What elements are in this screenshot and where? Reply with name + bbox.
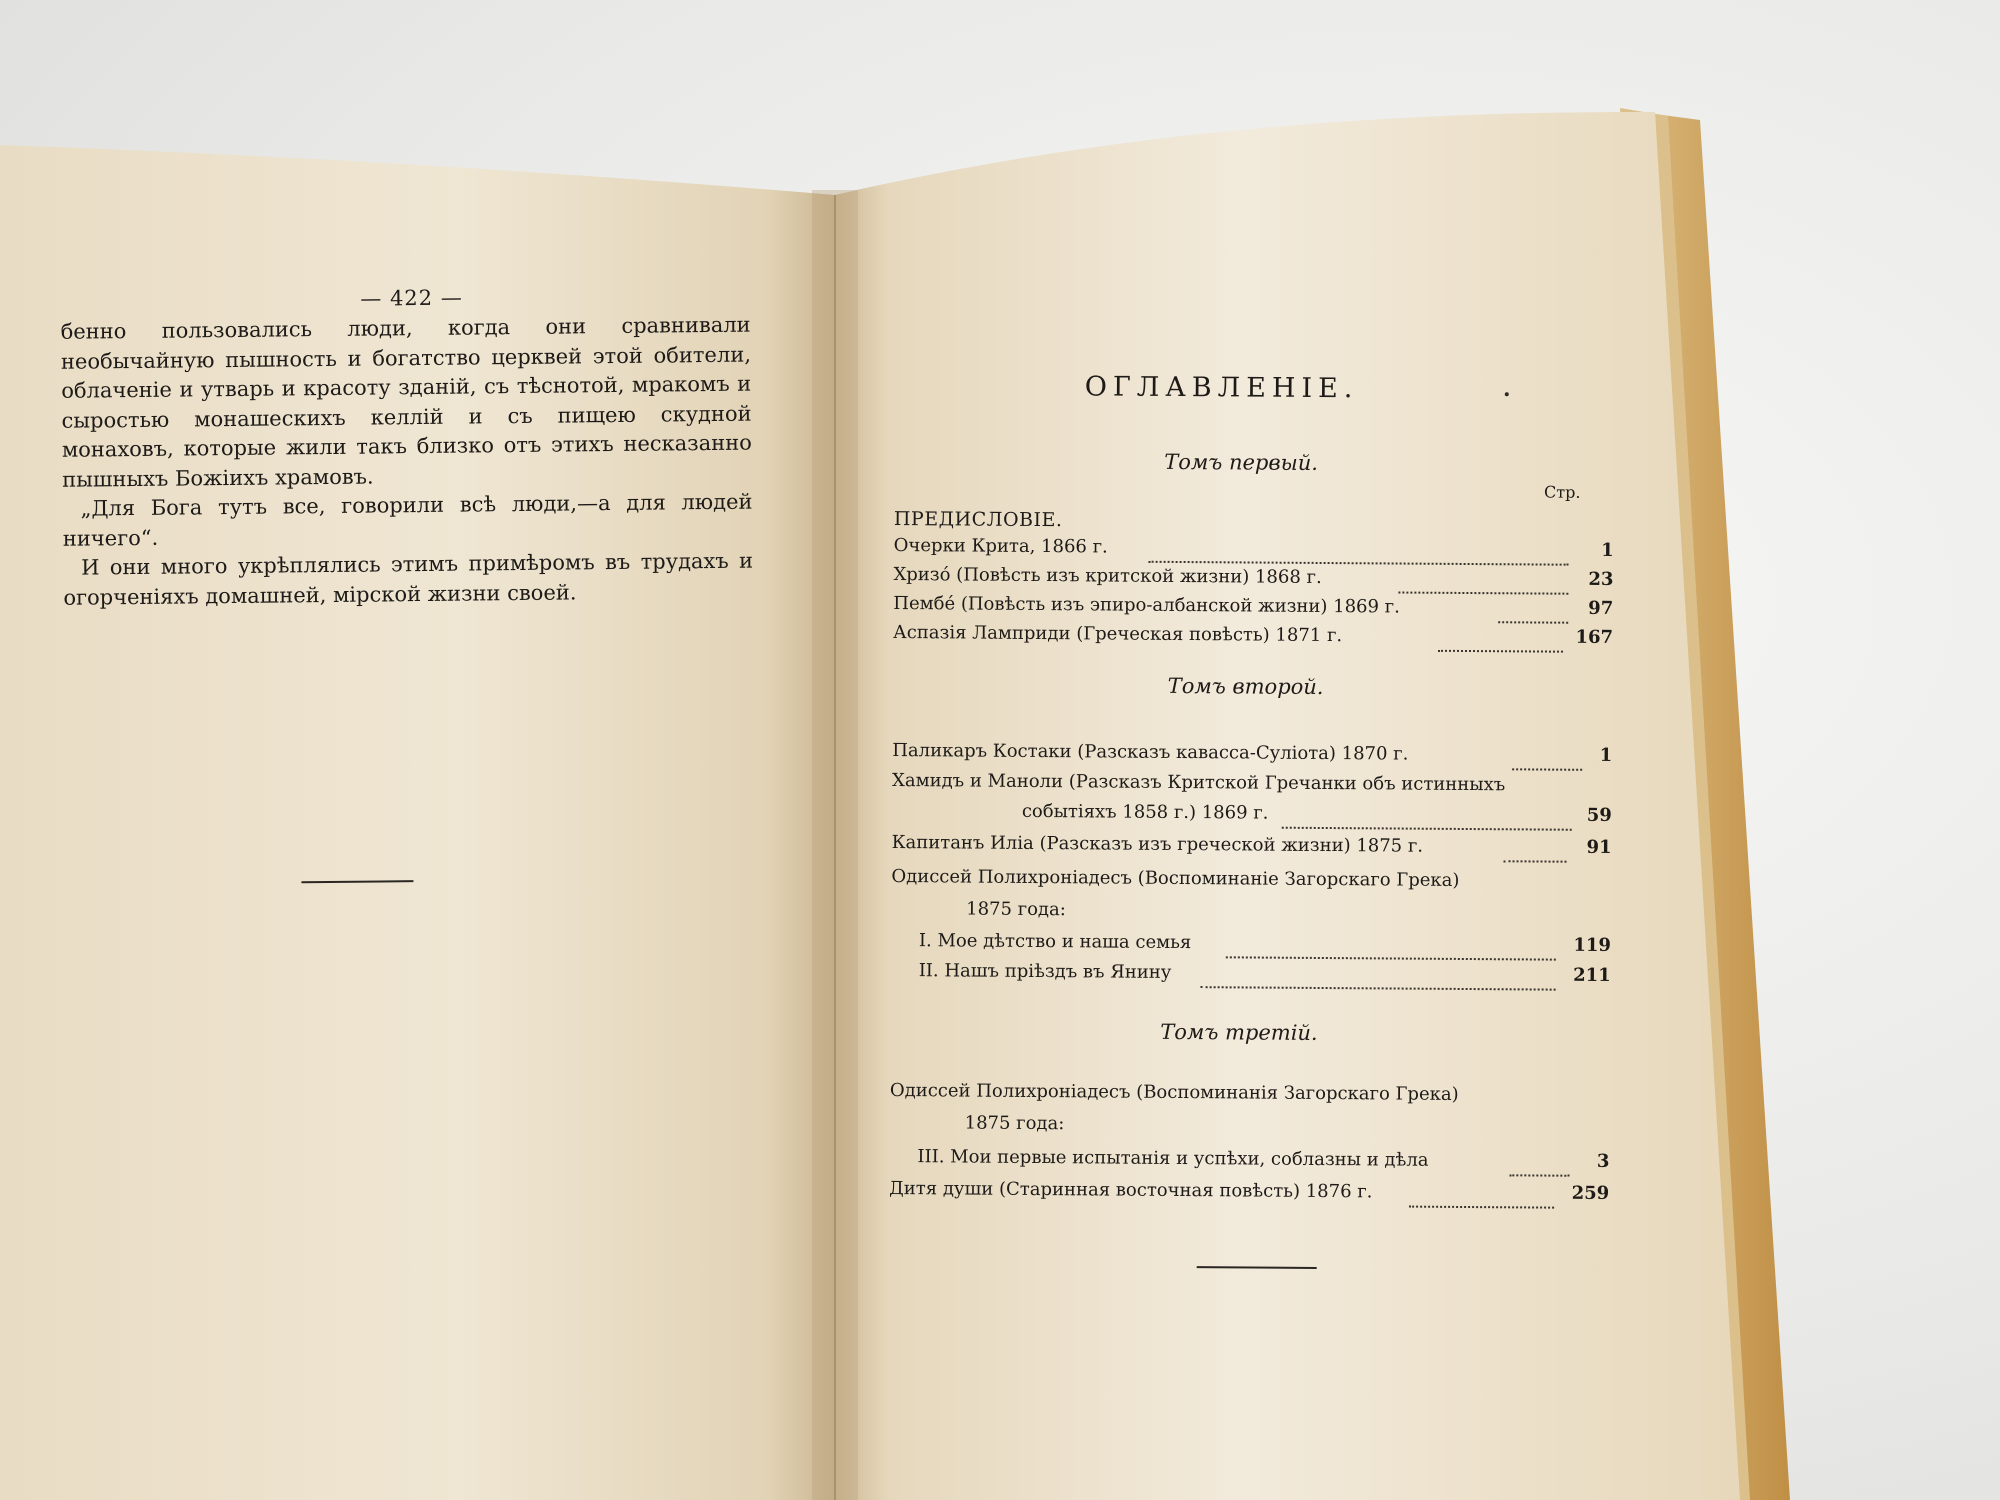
toc-entry-title: Хамидъ и Маноли (Разсказъ Критской Гречанки объ истинныхъ	[891, 769, 1506, 796]
toc-entry-title: III. Мои первые испытанія и успѣхи, соблазны и дѣла	[917, 1146, 1429, 1171]
toc-entry-continuation	[892, 800, 1612, 835]
toc-entry-title-continued: событіяхъ 1858 г.) 1869 г.	[1021, 800, 1269, 824]
preface-entry: ПРЕДИСЛОВІЕ.	[893, 507, 1063, 532]
page-number: — 422 —	[360, 285, 463, 311]
toc-entry	[891, 832, 1611, 867]
dot-leader	[1398, 572, 1568, 595]
toc-entry	[889, 1146, 1609, 1181]
toc-entry-title: Пембé (Повѣсть изъ эпиро-албанской жизни) 1869 г.	[893, 592, 1400, 618]
dot-leader	[1509, 1154, 1569, 1176]
toc-title: ОГЛАВЛЕНІЕ.	[1084, 371, 1359, 405]
toc-entry-title: Одиссей Полихроніадесъ (Воспоминанія Загорскаго Грека)	[889, 1079, 1459, 1105]
toc-entry-title: I. Мое дѣтство и наша семья	[918, 930, 1192, 954]
dot-leader	[1504, 840, 1567, 862]
dot-leader	[1149, 541, 1569, 566]
toc-entry-title: Паликаръ Костаки (Разсказъ кавасса-Суліота) 1870 г.	[892, 739, 1409, 765]
toc-entry-title: Дитя души (Старинная восточная повѣсть) 1876 г.	[889, 1177, 1373, 1203]
toc-entry-page: 3	[1596, 1150, 1610, 1173]
toc-entry-page: 119	[1573, 934, 1612, 957]
toc-entry-page: 1	[1599, 744, 1613, 767]
dot-leader	[1438, 630, 1563, 653]
ink-speck	[1505, 392, 1509, 396]
dot-leader	[1512, 748, 1582, 770]
volume-1-heading: Томъ первый.	[1164, 449, 1319, 475]
toc-entry-page: 167	[1575, 626, 1614, 649]
page-column-label: Стр.	[1544, 482, 1581, 502]
toc-entry-page: 23	[1588, 568, 1614, 591]
dot-leader	[1498, 601, 1568, 623]
toc-entry-title: Капитанъ Иліа (Разсказъ изъ греческой жизни) 1875 г.	[891, 831, 1424, 857]
toc-entry-title-continued: 1875 года:	[966, 898, 1066, 921]
toc-entry-title: Очерки Крита, 1866 г.	[893, 534, 1108, 558]
toc-entry-title: Хризó (Повѣсть изъ критской жизни) 1868 г.	[893, 563, 1322, 588]
dot-leader	[1226, 936, 1556, 960]
paragraph: „Для Бога тутъ все, говорили всѣ люди,—а для людей ничего“.	[62, 489, 753, 551]
left-page-body	[61, 311, 754, 613]
dot-leader	[1409, 1186, 1554, 1209]
toc-entry-title: Аспазія Ламприди (Греческая повѣсть) 1871 г.	[893, 621, 1343, 647]
toc-entry-page: 259	[1571, 1182, 1610, 1205]
toc-entry	[889, 1178, 1609, 1213]
toc-entry-page: 91	[1586, 836, 1612, 859]
toc-entry	[891, 960, 1611, 995]
toc-entry-page: 97	[1588, 597, 1614, 620]
paragraph: бенно пользовались люди, когда они сравнивали необычайную пышность и богатство церквей этой обители, облаченіе и утварь и красоту зданій, съ тѣснотой, мракомъ и сыростью монашескихъ келлій и съ пищею скудной монаховъ, которые жили такъ близко отъ этихъ несказанно пышныхъ Божіихъ храмовъ.	[60, 312, 752, 492]
toc-entry-title: II. Нашъ пріѣздъ въ Янину	[918, 960, 1172, 983]
toc-entry	[893, 622, 1613, 657]
volume-3-heading: Томъ третій.	[1160, 1019, 1318, 1045]
paragraph: И они много укрѣплялись этимъ примѣромъ въ трудахъ и огорченіяхъ домашней, мірской жизни своей.	[63, 548, 754, 610]
toc-entry-title: Одиссей Полихроніадесъ (Воспоминаніе Загорскаго Грека)	[891, 865, 1460, 891]
toc-entry-page: 1	[1601, 539, 1614, 562]
volume-2-heading: Томъ второй.	[1167, 673, 1324, 699]
toc-entry-title-continued: 1875 года:	[964, 1112, 1065, 1135]
toc-entry-page: 211	[1573, 964, 1611, 987]
dot-leader	[1282, 807, 1572, 831]
dot-leader	[1201, 966, 1556, 990]
toc-entry-page: 59	[1586, 804, 1612, 827]
